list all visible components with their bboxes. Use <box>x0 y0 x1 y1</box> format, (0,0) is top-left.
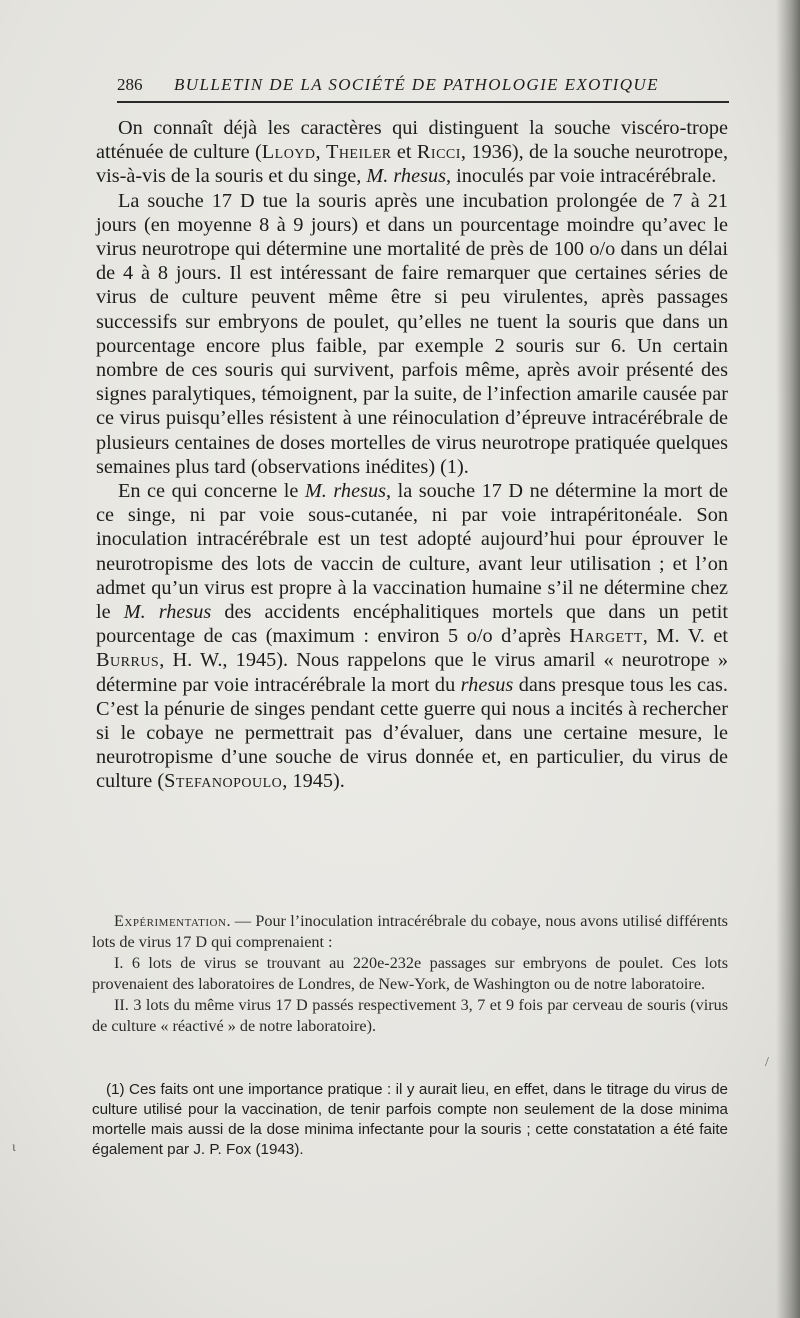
scan-speck: / <box>765 1055 769 1070</box>
header-rule <box>117 101 729 103</box>
running-head <box>117 75 727 97</box>
experiment-item-1: I. 6 lots de virus se trouvant au 220e-232e passages sur embryons de poulet. Ces lots provenaient des laboratoires de Londres, de New-York, de Washington ou de notre laboratoire. <box>92 954 728 993</box>
paragraph-1: On connaît déjà les caractères qui distinguent la souche viscéro-trope atténuée de culture (Lloyd, Theiler et Ricci, 1936), de la souche neurotrope, vis-à-vis de la souris et du singe, M. rhesus, inoculés par voie intracérébrale. <box>96 117 729 188</box>
experiment-item-2: II. 3 lots du même virus 17 D passés respectivement 3, 7 et 9 fois par cerveau de souris (virus de culture « réactivé » de notre laboratoire). <box>92 996 728 1035</box>
paragraph-2: La souche 17 D tue la souris après une incubation prolongée de 7 à 21 jours (en moyenne 8 à 9 jours) et dans un pourcentage moindre qu’avec le virus neurotrope qui détermine une mortalité de près de 100 o/o dans un délai de 4 à 8 jours. Il est intéressant de faire remarquer que certaines séries de virus de culture peuvent même être si peu virulentes, après passages successifs sur embryons de poulet, qu’elles ne tuent la souris que dans un pourcentage encore plus faible, par exemple 2 souris sur 6. Un certain nombre de ces souris qui survivent, parfois même, après avoir présenté des signes paralytiques, témoignent, par la suite, de l’infection amarile causée par ce virus puisqu’elles résistent à une réinoculation d’épreuve intracérébrale de plusieurs centaines de doses mortelles de virus neurotrope pratiquée quelques semaines plus tard (observations inédites) (1). <box>96 189 728 478</box>
footnote-text: (1) Ces faits ont une importance pratique : il y aurait lieu, en effet, dans le titrage du virus de culture utilisé pour la vaccination, de tenir parfois compte non seulement de la dose minima mortelle mais aussi de la dose minima infectante pour la souris ; cette constatation a été faite également par J. P. Fox (1943). <box>92 1081 728 1158</box>
experiment-section <box>92 911 728 1037</box>
journal-title: BULLETIN DE LA SOCIÉTÉ DE PATHOLOGIE EXOTIQUE <box>174 75 659 94</box>
experiment-intro: Expérimentation. — Pour l’inoculation intracérébrale du cobaye, nous avons utilisé différents lots de virus 17 D qui comprenaient : <box>92 912 728 951</box>
scan-speck: ι <box>12 1140 16 1155</box>
binding-shadow <box>776 0 800 1318</box>
footnote <box>92 1080 728 1160</box>
page-number: 286 <box>117 75 143 94</box>
paragraph-3: En ce qui concerne le M. rhesus, la souche 17 D ne détermine la mort de ce singe, ni par voie sous-cutanée, ni par voie intrapéritonéale. Son inoculation intracérébrale est un test adopté aujourd’hui pour éprouver le neurotropisme des lots de vaccin de culture, avant leur utilisation ; et l’on admet qu’un virus est propre à la vaccination humaine s’il ne détermine chez le M. rhesus des accidents encéphalitiques mortels que dans un petit pourcentage de cas (maximum : environ 5 o/o d’après Hargett, M. V. et Burrus, H. W., 1945). Nous rappelons que le virus amaril « neurotrope » détermine par voie intracérébrale la mort du rhesus dans presque tous les cas. C’est la pénurie de singes pendant cette guerre qui nous a incités à rechercher si le cobaye ne permettrait pas d’évaluer, dans une certaine mesure, le neurotropisme d’une souche de virus donnée et, en particulier, du virus de culture (Stefanopoulo, 1945). <box>96 480 729 793</box>
main-text <box>96 116 728 794</box>
